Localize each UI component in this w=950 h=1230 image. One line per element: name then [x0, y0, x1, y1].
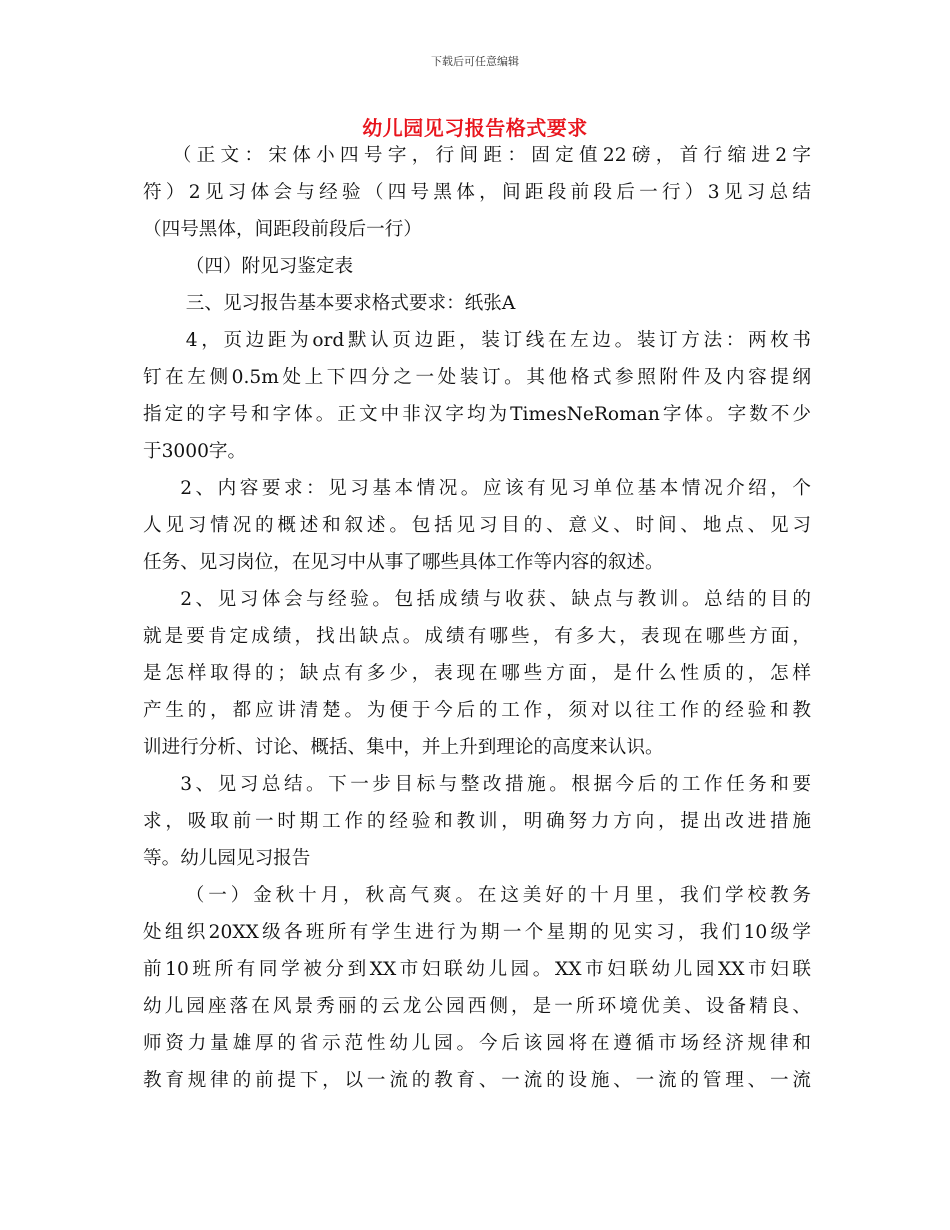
paragraph-line: 是怎样取得的；缺点有多少，表现在哪些方面，是什么性质的，怎样 — [143, 663, 811, 684]
paragraph-line: 等。幼儿园见习报告 — [143, 848, 311, 869]
paragraph-line: 钉在左侧0.5m处上下四分之一处装订。其他格式参照附件及内容提纲 — [143, 367, 811, 388]
paragraph-line: 2、见习体会与经验。包括成绩与收获、缺点与教训。总结的目的 — [180, 589, 811, 610]
paragraph-line: （正文：宋体小四号字，行间距：固定值22磅，首行缩进2字 — [172, 145, 811, 166]
paragraph-line: 求，吸取前一时期工作的经验和教训，明确努力方向，提出改进措施 — [143, 811, 811, 832]
paragraph-line: 产生的，都应讲清楚。为便于今后的工作，须对以往工作的经验和教 — [143, 700, 811, 721]
paragraph-line: 4，页边距为ord默认页边距，装订线在左边。装订方法：两枚书 — [185, 330, 811, 351]
paragraph-line: 2、内容要求：见习基本情况。应该有见习单位基本情况介绍，个 — [180, 478, 811, 499]
document-body — [143, 137, 811, 1099]
paragraph-line: 3、见习总结。下一步目标与整改措施。根据今后的工作任务和要 — [180, 774, 811, 795]
paragraph-line: 符）2见习体会与经验（四号黑体，间距段前段后一行）3见习总结 — [143, 182, 811, 203]
paragraph-line: （一）金秋十月，秋高气爽。在这美好的十月里，我们学校教务 — [185, 885, 811, 906]
paragraph-line: 就是要肯定成绩，找出缺点。成绩有哪些，有多大，表现在哪些方面， — [143, 626, 811, 647]
paragraph-line: 指定的字号和字体。正文中非汉字均为TimesNeRoman字体。字数不少 — [143, 404, 811, 425]
paragraph-line: （四号黑体，间距段前段后一行） — [143, 219, 422, 240]
paragraph-line: 训进行分析、讨论、概括、集中，并上升到理论的高度来认识。 — [143, 737, 664, 758]
paragraph-line: 三、见习报告基本要求格式要求：纸张A — [185, 293, 516, 314]
paragraph-line: 任务、见习岗位，在见习中从事了哪些具体工作等内容的叙述。 — [143, 552, 664, 573]
paragraph-line: 幼儿园座落在风景秀丽的云龙公园西侧，是一所环境优美、设备精良、 — [143, 996, 811, 1017]
paragraph-line: 师资力量雄厚的省示范性幼儿园。今后该园将在遵循市场经济规律和 — [143, 1033, 811, 1054]
paragraph-line: 人见习情况的概述和叙述。包括见习目的、意义、时间、地点、见习 — [143, 515, 811, 536]
paragraph-line: 前10班所有同学被分到XX市妇联幼儿园。XX市妇联幼儿园XX市妇联 — [143, 959, 811, 980]
paragraph-line: 于3000字。 — [143, 441, 247, 462]
document-title: 幼儿园见习报告格式要求 — [362, 116, 588, 140]
page-header: 下载后可任意编辑 — [431, 55, 519, 68]
paragraph-line: 教育规律的前提下，以一流的教育、一流的设施、一流的管理、一流 — [143, 1070, 811, 1091]
paragraph-line: 处组织20XX级各班所有学生进行为期一个星期的见实习，我们10级学 — [143, 922, 811, 943]
paragraph-line: （四）附见习鉴定表 — [185, 256, 354, 277]
